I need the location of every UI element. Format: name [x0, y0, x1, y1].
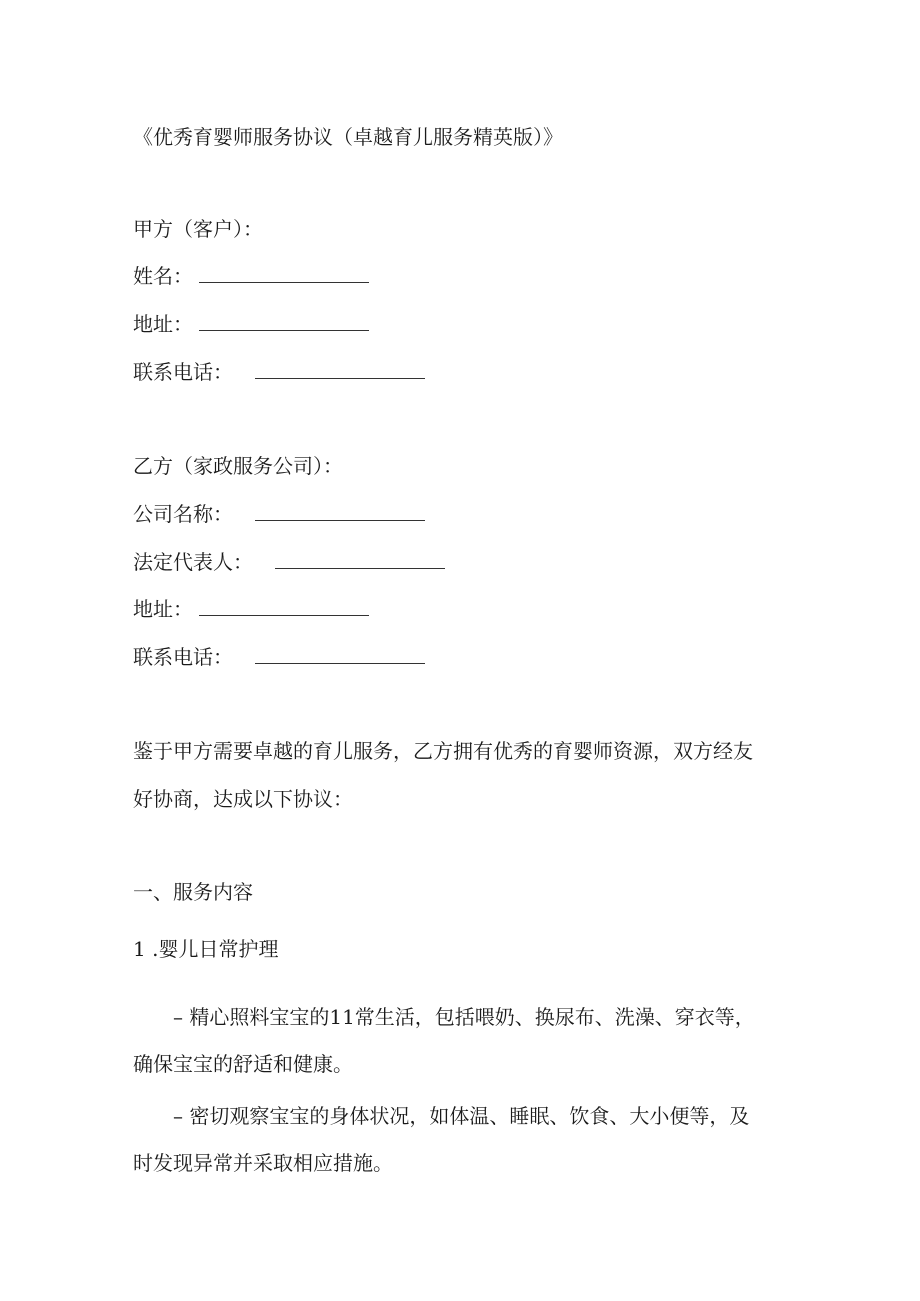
fill-in-blank [255, 360, 425, 379]
field-label: 地址： [133, 597, 193, 621]
document-title: 《优秀育婴师服务协议（卓越育儿服务精英版）》 [133, 125, 563, 149]
party-a-heading: 甲方（客户）： [133, 217, 263, 241]
field-label: 地址： [133, 312, 193, 336]
fill-in-blank [199, 264, 369, 283]
preamble-line-2: 好协商，达成以下协议： [133, 787, 353, 811]
party-b-phone-field [133, 644, 425, 670]
field-label: 公司名称： [133, 502, 233, 526]
party-b-address-field [133, 596, 369, 622]
item-1-line-2: 确保宝宝的舒适和健康。 [133, 1052, 353, 1076]
field-label: 联系电话： [133, 645, 233, 669]
fill-in-blank [275, 550, 445, 569]
party-b-heading: 乙方（家政服务公司）： [133, 454, 343, 478]
subsection-1-heading: 1 .婴儿日常护理 [133, 937, 279, 961]
party-b-company-field [133, 501, 425, 527]
fill-in-blank [255, 645, 425, 664]
field-label: 姓名： [133, 264, 193, 288]
item-1-line-1: – 精心照料宝宝的11常生活，包括喂奶、换尿布、洗澡、穿衣等， [173, 1005, 755, 1029]
preamble-line-1: 鉴于甲方需要卓越的育儿服务，乙方拥有优秀的育婴师资源，双方经友 [133, 739, 753, 763]
party-b-legal-rep-field [133, 549, 445, 575]
fill-in-blank [199, 312, 369, 331]
fill-in-blank [255, 502, 425, 521]
section-1-heading: 一、服务内容 [133, 880, 253, 904]
party-a-address-field [133, 311, 369, 337]
field-label: 法定代表人： [133, 550, 253, 574]
fill-in-blank [199, 597, 369, 616]
party-a-name-field [133, 263, 369, 289]
party-a-phone-field [133, 359, 425, 385]
field-label: 联系电话： [133, 360, 233, 384]
item-2-line-2: 时发现异常并采取相应措施。 [133, 1151, 393, 1175]
item-2-line-1: – 密切观察宝宝的身体状况，如体温、睡眠、饮食、大小便等，及 [173, 1104, 750, 1128]
